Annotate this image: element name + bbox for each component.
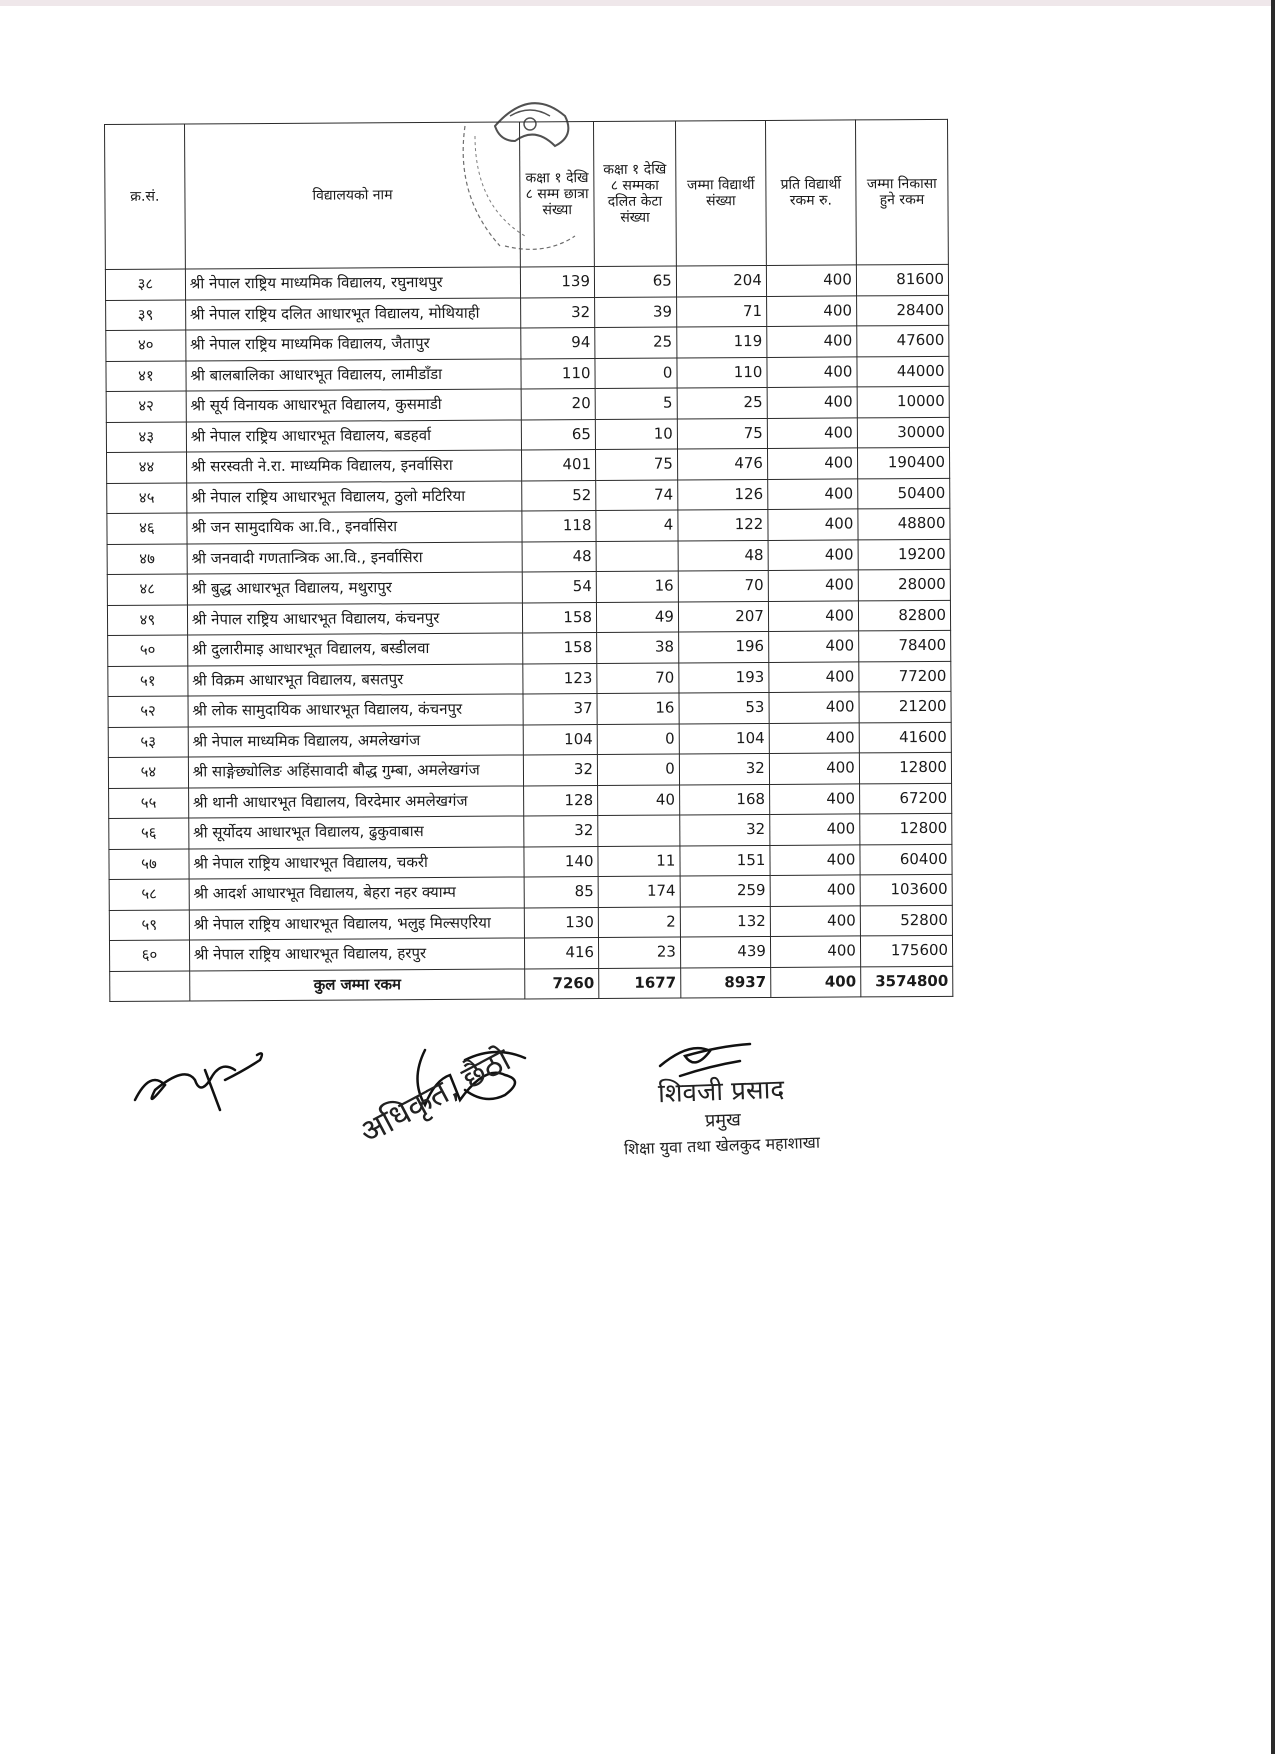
total-students: 8937 [681,967,771,998]
header-total-amount: जम्मा निकासा हुने रकम [855,119,948,265]
dalit-boys-count-cell: 0 [597,754,679,785]
per-student-rate-cell: 400 [768,478,858,509]
dalit-boys-count-cell: 2 [598,906,680,937]
serial-cell: ५९ [109,909,189,940]
school-name-cell: श्री नेपाल राष्ट्रिय आधारभूत विद्यालय, कंचनपुर [187,602,523,635]
school-name-cell: श्री जनवादी गणतान्त्रिक आ.वि., इनर्वासिरा [187,541,523,574]
serial-cell: ४८ [107,574,187,605]
school-name-cell: श्री नेपाल राष्ट्रिय माध्यमिक विद्यालय, जैतापुर [186,328,522,361]
total-rate: 400 [771,966,861,997]
school-name-cell: श्री नेपाल राष्ट्रिय माध्यमिक विद्यालय, रघुनाथपुर [185,267,521,300]
dalit-boys-count-cell: 49 [596,602,678,633]
school-name-cell: श्री जन सामुदायिक आ.वि., इनर्वासिरा [187,511,523,544]
total-students-cell: 32 [680,814,770,845]
serial-cell: ४६ [107,513,187,544]
girls-count-cell: 128 [524,785,598,816]
serial-cell: ६० [109,940,189,971]
serial-cell: ४७ [107,544,187,575]
handwritten-note: अधिकृत, छैठो [353,1040,517,1152]
total-students-cell: 110 [677,357,767,388]
girls-count-cell: 32 [524,815,598,846]
total-dalit: 1677 [599,967,681,998]
total-students-cell: 151 [680,845,770,876]
total-students-cell: 193 [679,662,769,693]
dalit-boys-count-cell: 16 [597,693,679,724]
total-amount: 3574800 [861,966,953,997]
per-student-rate-cell: 400 [766,265,856,296]
girls-count-cell: 52 [522,480,596,511]
total-amount-cell: 28400 [856,295,948,326]
serial-cell: ५३ [108,726,188,757]
per-student-rate-cell: 400 [767,417,857,448]
school-name-cell: श्री सरस्वती ने.रा. माध्यमिक विद्यालय, इनर्वासिरा [186,450,522,483]
serial-cell: ५० [108,635,188,666]
total-students-cell: 53 [679,692,769,723]
per-student-rate-cell: 400 [769,692,859,723]
total-amount-cell: 78400 [859,630,951,661]
total-amount-cell: 67200 [859,783,951,814]
school-name-cell: श्री नेपाल राष्ट्रिय आधारभूत विद्यालय, बडहर्वा [186,419,522,452]
header-total-students: जम्मा विद्यार्थी संख्या [675,120,766,266]
per-student-rate-cell: 400 [770,936,860,967]
total-amount-cell: 28000 [858,569,950,600]
serial-cell: ४१ [106,361,186,392]
dalit-boys-count-cell: 74 [596,480,678,511]
total-amount-cell: 44000 [857,356,949,387]
girls-count-cell: 158 [523,602,597,633]
girls-count-cell: 65 [522,419,596,450]
total-amount-cell: 52800 [860,905,952,936]
signatory-designation: प्रमुख [704,1109,742,1132]
serial-cell: ५२ [108,696,188,727]
per-student-rate-cell: 400 [767,448,857,479]
total-students-cell: 126 [678,479,768,510]
total-students-cell: 75 [677,418,767,449]
girls-count-cell: 401 [522,450,596,481]
per-student-rate-cell: 400 [769,722,859,753]
girls-count-cell: 130 [525,907,599,938]
per-student-rate-cell: 400 [770,905,860,936]
total-amount-cell: 41600 [859,722,951,753]
school-name-cell: श्री बालबालिका आधारभूत विद्यालय, लामीडाँडा [186,358,522,391]
table-body [105,264,952,971]
total-label: कुल जम्मा रकम [189,968,525,1001]
dalit-boys-count-cell: 4 [596,510,678,541]
total-girls: 7260 [525,968,599,999]
header-per-student: प्रति विद्यार्थी रकम रु. [765,120,856,266]
per-student-rate-cell: 400 [770,875,860,906]
serial-cell: ४३ [106,422,186,453]
dalit-boys-count-cell: 65 [594,266,676,297]
total-students-cell: 207 [678,601,768,632]
office-seal-stamp [455,86,605,256]
school-name-cell: श्री नेपाल राष्ट्रिय आधारभूत विद्यालय, चकरी [189,846,525,879]
per-student-rate-cell: 400 [766,295,856,326]
total-students-cell: 32 [679,753,769,784]
total-amount-cell: 82800 [858,600,950,631]
total-students-cell: 204 [676,265,766,296]
per-student-rate-cell: 400 [768,509,858,540]
dalit-boys-count-cell: 39 [595,297,677,328]
header-school: विद्यालयको नाम [184,122,520,269]
dalit-boys-count-cell: 0 [597,723,679,754]
girls-count-cell: 94 [521,328,595,359]
school-name-cell: श्री आदर्श आधारभूत विद्यालय, बेहरा नहर क्याम्प [189,877,525,910]
serial-cell: ५८ [109,879,189,910]
total-amount-cell: 47600 [857,325,949,356]
dalit-boys-count-cell: 38 [597,632,679,663]
girls-count-cell: 32 [521,297,595,328]
dalit-boys-count-cell: 174 [598,876,680,907]
scan-right-edge [1271,0,1275,1754]
scan-top-edge [0,0,1275,6]
school-name-cell: श्री साङ्गेछ्योलिङ अहिंसावादी बौद्ध गुम्बा, अमलेखगंज [188,755,524,788]
girls-count-cell: 37 [523,693,597,724]
total-amount-cell: 50400 [858,478,950,509]
total-amount-cell: 190400 [857,447,949,478]
school-name-cell: श्री नेपाल राष्ट्रिय आधारभूत विद्यालय, हरपुर [189,938,525,971]
girls-count-cell: 416 [525,937,599,968]
serial-cell: ५६ [109,818,189,849]
total-amount-cell: 48800 [858,508,950,539]
total-amount-cell: 21200 [859,691,951,722]
total-amount-cell: 175600 [860,935,952,966]
per-student-rate-cell: 400 [769,661,859,692]
dalit-boys-count-cell: 0 [595,358,677,389]
serial-cell: ४० [106,330,186,361]
per-student-rate-cell: 400 [767,387,857,418]
serial-cell: ५७ [109,848,189,879]
total-students-cell: 476 [677,448,767,479]
total-row [110,966,953,1002]
per-student-rate-cell: 400 [769,783,859,814]
serial-cell: ५१ [108,665,188,696]
serial-cell: ४५ [107,483,187,514]
total-students-cell: 168 [679,784,769,815]
school-name-cell: श्री नेपाल राष्ट्रिय दलित आधारभूत विद्यालय, मोथियाही [185,297,521,330]
signatory-name: शिवजी प्रसाद [657,1074,785,1110]
dalit-boys-count-cell: 75 [596,449,678,480]
total-students-cell: 70 [678,570,768,601]
total-students-cell: 132 [680,906,770,937]
girls-count-cell: 32 [524,754,598,785]
per-student-rate-cell: 400 [767,326,857,357]
girls-count-cell: 85 [524,876,598,907]
header-sn: क्र.सं. [105,124,186,269]
per-student-rate-cell: 400 [769,753,859,784]
dalit-boys-count-cell: 11 [598,845,680,876]
school-name-cell: श्री नेपाल राष्ट्रिय आधारभूत विद्यालय, भलुइ मिल्सएरिया [189,907,525,940]
girls-count-cell: 48 [522,541,596,572]
total-students-cell: 104 [679,723,769,754]
dalit-boys-count-cell [596,541,678,572]
per-student-rate-cell: 400 [768,570,858,601]
per-student-rate-cell: 400 [768,539,858,570]
dalit-boys-count-cell: 5 [595,388,677,419]
school-name-cell: श्री सूर्योदय आधारभूत विद्यालय, ढुकुवाबास [189,816,525,849]
total-amount-cell: 30000 [857,417,949,448]
total-amount-cell: 19200 [858,539,950,570]
dalit-boys-count-cell: 40 [598,784,680,815]
serial-cell: ३९ [106,300,186,331]
total-amount-cell: 60400 [860,844,952,875]
total-amount-cell: 103600 [860,874,952,905]
school-name-cell: श्री लोक सामुदायिक आधारभूत विद्यालय, कंचनपुर [188,694,524,727]
school-name-cell: श्री विक्रम आधारभूत विद्यालय, बसतपुर [188,663,524,696]
total-amount-cell: 12800 [860,813,952,844]
header-girls: कक्षा १ देखि ८ सम्म छात्रा संख्या [520,122,595,267]
total-students-cell: 259 [680,875,770,906]
total-amount-cell: 81600 [856,264,948,295]
school-name-cell: श्री बुद्ध आधारभूत विद्यालय, मथुरापुर [187,572,523,605]
dalit-boys-count-cell [598,815,680,846]
dalit-boys-count-cell: 16 [596,571,678,602]
signatory-department: शिक्षा युवा तथा खेलकुद महाशाखा [623,1132,821,1159]
school-name-cell: श्री थानी आधारभूत विद्यालय, विरदेमार अमलेखगंज [188,785,524,818]
dalit-boys-count-cell: 23 [598,937,680,968]
dalit-boys-count-cell: 25 [595,327,677,358]
school-name-cell: श्री नेपाल माध्यमिक विद्यालय, अमलेखगंज [188,724,524,757]
school-name-cell: श्री सूर्य विनायक आधारभूत विद्यालय, कुसमाडी [186,389,522,422]
serial-cell: ४९ [107,605,187,636]
per-student-rate-cell: 400 [768,631,858,662]
school-name-cell: श्री नेपाल राष्ट्रिय आधारभूत विद्यालय, ठुलो मटिरिया [186,480,522,513]
per-student-rate-cell: 400 [767,356,857,387]
school-name-cell: श्री दुलारीमाइ आधारभूत विद्यालय, बस्डीलवा [187,633,523,666]
per-student-rate-cell: 400 [770,814,860,845]
per-student-rate-cell: 400 [768,600,858,631]
serial-cell: ५५ [109,787,189,818]
serial-cell: ५४ [108,757,188,788]
total-students-cell: 122 [678,509,768,540]
girls-count-cell: 20 [521,389,595,420]
total-amount-cell: 77200 [859,661,951,692]
total-sn-cell [110,970,190,1001]
header-dalit-boys: कक्षा १ देखि ८ सम्मका दलित केटा संख्या [594,121,677,266]
girls-count-cell: 104 [524,724,598,755]
total-amount-cell: 12800 [859,752,951,783]
serial-cell: ४२ [106,391,186,422]
total-students-cell: 119 [677,326,767,357]
total-students-cell: 71 [676,296,766,327]
dalit-boys-count-cell: 70 [597,662,679,693]
girls-count-cell: 140 [524,846,598,877]
signature-left [125,1040,275,1120]
girls-count-cell: 158 [523,633,597,664]
serial-cell: ३८ [105,269,185,300]
total-students-cell: 25 [677,387,767,418]
serial-cell: ४४ [107,452,187,483]
girls-count-cell: 54 [523,572,597,603]
total-amount-cell: 10000 [857,386,949,417]
total-students-cell: 48 [678,540,768,571]
girls-count-cell: 123 [523,663,597,694]
total-students-cell: 196 [678,631,768,662]
per-student-rate-cell: 400 [770,844,860,875]
girls-count-cell: 110 [521,358,595,389]
dalit-boys-count-cell: 10 [595,419,677,450]
total-students-cell: 439 [680,936,770,967]
girls-count-cell: 118 [522,511,596,542]
girls-count-cell: 139 [521,267,595,298]
